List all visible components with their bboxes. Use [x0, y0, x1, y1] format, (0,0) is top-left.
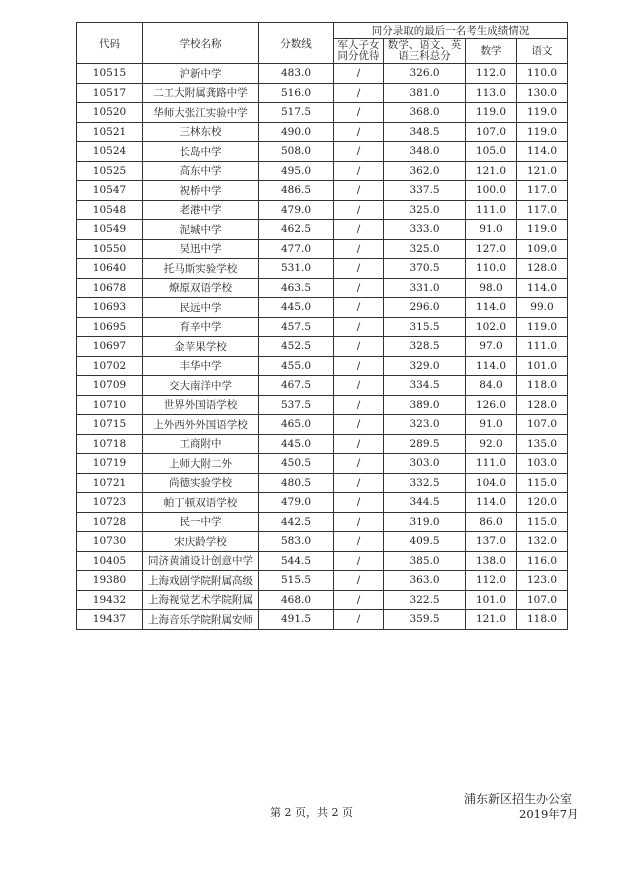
cell-math: 84.0	[466, 376, 517, 396]
office-name: 浦东新区招生办公室	[464, 792, 573, 806]
cell-chinese: 117.0	[517, 181, 568, 201]
cell-school: 同济黄浦设计创意中学	[143, 551, 259, 571]
cell-chinese: 120.0	[517, 493, 568, 513]
cell-score-line: 477.0	[259, 239, 334, 259]
cell-score-line: 445.0	[259, 434, 334, 454]
cell-school: 沪新中学	[143, 64, 259, 84]
cell-math: 114.0	[466, 298, 517, 318]
cell-math: 110.0	[466, 259, 517, 279]
table-row	[77, 532, 568, 552]
cell-school: 世界外国语学校	[143, 395, 259, 415]
header-military: 军人子女同分优待	[334, 39, 384, 64]
cell-total3: 326.0	[384, 64, 466, 84]
cell-chinese: 132.0	[517, 532, 568, 552]
table-row	[77, 239, 568, 259]
cell-military: /	[334, 571, 384, 591]
cell-score-line: 495.0	[259, 161, 334, 181]
cell-military: /	[334, 551, 384, 571]
table-row	[77, 376, 568, 396]
cell-chinese: 99.0	[517, 298, 568, 318]
cell-school: 上师大附二外	[143, 454, 259, 474]
cell-military: /	[334, 415, 384, 435]
table-row	[77, 317, 568, 337]
cell-chinese: 119.0	[517, 317, 568, 337]
table-row	[77, 610, 568, 630]
cell-math: 127.0	[466, 239, 517, 259]
cell-math: 92.0	[466, 434, 517, 454]
cell-code: 10728	[77, 512, 143, 532]
cell-score-line: 490.0	[259, 122, 334, 142]
cell-math: 101.0	[466, 590, 517, 610]
cell-math: 113.0	[466, 83, 517, 103]
cell-school: 上海音乐学院附属安师	[143, 610, 259, 630]
header-code: 代码	[77, 23, 143, 64]
cell-school: 上海视觉艺术学院附属	[143, 590, 259, 610]
cell-military: /	[334, 532, 384, 552]
cell-school: 托马斯实验学校	[143, 259, 259, 279]
table-row	[77, 220, 568, 240]
cell-score-line: 517.5	[259, 103, 334, 123]
table-row	[77, 161, 568, 181]
cell-military: /	[334, 473, 384, 493]
cell-military: /	[334, 278, 384, 298]
cell-chinese: 101.0	[517, 356, 568, 376]
table-row	[77, 83, 568, 103]
cell-score-line: 455.0	[259, 356, 334, 376]
cell-score-line: 452.5	[259, 337, 334, 357]
cell-score-line: 467.5	[259, 376, 334, 396]
cell-school: 交大南洋中学	[143, 376, 259, 396]
cell-math: 111.0	[466, 200, 517, 220]
cell-chinese: 128.0	[517, 395, 568, 415]
cell-score-line: 537.5	[259, 395, 334, 415]
cell-military: /	[334, 220, 384, 240]
cell-chinese: 114.0	[517, 278, 568, 298]
cell-score-line: 491.5	[259, 610, 334, 630]
header-chinese: 语文	[517, 39, 568, 64]
cell-code: 10721	[77, 473, 143, 493]
cell-total3: 359.5	[384, 610, 466, 630]
cell-chinese: 130.0	[517, 83, 568, 103]
cell-math: 91.0	[466, 415, 517, 435]
cell-chinese: 110.0	[517, 64, 568, 84]
cell-score-line: 480.5	[259, 473, 334, 493]
cell-math: 86.0	[466, 512, 517, 532]
cell-military: /	[334, 181, 384, 201]
cell-math: 121.0	[466, 610, 517, 630]
cell-military: /	[334, 142, 384, 162]
cell-military: /	[334, 434, 384, 454]
cell-score-line: 445.0	[259, 298, 334, 318]
cell-total3: 328.5	[384, 337, 466, 357]
cell-chinese: 107.0	[517, 415, 568, 435]
cell-chinese: 115.0	[517, 512, 568, 532]
cell-chinese: 121.0	[517, 161, 568, 181]
cell-total3: 363.0	[384, 571, 466, 591]
cell-math: 104.0	[466, 473, 517, 493]
cell-total3: 315.5	[384, 317, 466, 337]
cell-code: 10710	[77, 395, 143, 415]
cell-math: 114.0	[466, 356, 517, 376]
cell-military: /	[334, 317, 384, 337]
cell-math: 91.0	[466, 220, 517, 240]
header-total3: 数学、语文、英语三科总分	[384, 39, 466, 64]
cell-total3: 333.0	[384, 220, 466, 240]
cell-code: 10723	[77, 493, 143, 513]
cell-total3: 344.5	[384, 493, 466, 513]
cell-school: 长岛中学	[143, 142, 259, 162]
cell-score-line: 479.0	[259, 493, 334, 513]
cell-math: 100.0	[466, 181, 517, 201]
cell-school: 工商附中	[143, 434, 259, 454]
cell-code: 10525	[77, 161, 143, 181]
cell-chinese: 116.0	[517, 551, 568, 571]
cell-score-line: 531.0	[259, 259, 334, 279]
cell-code: 10405	[77, 551, 143, 571]
cell-total3: 323.0	[384, 415, 466, 435]
cell-total3: 331.0	[384, 278, 466, 298]
cell-military: /	[334, 356, 384, 376]
table-row	[77, 512, 568, 532]
cell-math: 126.0	[466, 395, 517, 415]
cell-military: /	[334, 376, 384, 396]
cell-military: /	[334, 259, 384, 279]
cell-code: 10697	[77, 337, 143, 357]
cell-total3: 348.5	[384, 122, 466, 142]
cell-school: 尚德实验学校	[143, 473, 259, 493]
table-row	[77, 181, 568, 201]
cell-math: 119.0	[466, 103, 517, 123]
cell-math: 121.0	[466, 161, 517, 181]
cell-chinese: 117.0	[517, 200, 568, 220]
page-number: 第 2 页，共 2 页	[270, 806, 353, 819]
cell-score-line: 462.5	[259, 220, 334, 240]
table-row	[77, 454, 568, 474]
cell-total3: 348.0	[384, 142, 466, 162]
table-row	[77, 551, 568, 571]
cell-total3: 389.0	[384, 395, 466, 415]
cell-code: 19437	[77, 610, 143, 630]
table-row	[77, 395, 568, 415]
cell-code: 10730	[77, 532, 143, 552]
cell-school: 高东中学	[143, 161, 259, 181]
cell-math: 138.0	[466, 551, 517, 571]
cell-military: /	[334, 83, 384, 103]
cell-chinese: 111.0	[517, 337, 568, 357]
cell-chinese: 128.0	[517, 259, 568, 279]
table-row	[77, 434, 568, 454]
cell-military: /	[334, 161, 384, 181]
cell-code: 10718	[77, 434, 143, 454]
cell-code: 10695	[77, 317, 143, 337]
cell-military: /	[334, 298, 384, 318]
table-row	[77, 473, 568, 493]
header-score-line: 分数线	[259, 23, 334, 64]
cell-school: 帕丁顿双语学校	[143, 493, 259, 513]
cell-score-line: 450.5	[259, 454, 334, 474]
cell-math: 97.0	[466, 337, 517, 357]
cell-total3: 337.5	[384, 181, 466, 201]
cell-score-line: 483.0	[259, 64, 334, 84]
cell-chinese: 109.0	[517, 239, 568, 259]
cell-total3: 303.0	[384, 454, 466, 474]
cell-code: 10548	[77, 200, 143, 220]
cell-math: 111.0	[466, 454, 517, 474]
cell-score-line: 486.5	[259, 181, 334, 201]
cell-code: 10715	[77, 415, 143, 435]
cell-math: 105.0	[466, 142, 517, 162]
cell-school: 吴迅中学	[143, 239, 259, 259]
cell-military: /	[334, 610, 384, 630]
cell-chinese: 118.0	[517, 376, 568, 396]
cell-military: /	[334, 64, 384, 84]
cell-chinese: 119.0	[517, 220, 568, 240]
cell-score-line: 479.0	[259, 200, 334, 220]
cell-total3: 385.0	[384, 551, 466, 571]
cell-code: 10524	[77, 142, 143, 162]
cell-school: 三林东校	[143, 122, 259, 142]
cell-military: /	[334, 337, 384, 357]
cell-total3: 332.5	[384, 473, 466, 493]
cell-code: 10520	[77, 103, 143, 123]
cell-math: 102.0	[466, 317, 517, 337]
table-row	[77, 298, 568, 318]
cell-code: 10521	[77, 122, 143, 142]
cell-total3: 322.5	[384, 590, 466, 610]
cell-total3: 296.0	[384, 298, 466, 318]
cell-total3: 325.0	[384, 200, 466, 220]
table-row	[77, 64, 568, 84]
cell-military: /	[334, 122, 384, 142]
cell-score-line: 457.5	[259, 317, 334, 337]
cell-math: 112.0	[466, 64, 517, 84]
table-row	[77, 356, 568, 376]
cell-military: /	[334, 103, 384, 123]
cell-military: /	[334, 493, 384, 513]
cell-math: 107.0	[466, 122, 517, 142]
cell-score-line: 465.0	[259, 415, 334, 435]
table-row	[77, 122, 568, 142]
cell-total3: 325.0	[384, 239, 466, 259]
table-row	[77, 590, 568, 610]
cell-code: 10640	[77, 259, 143, 279]
cell-code: 10515	[77, 64, 143, 84]
cell-chinese: 114.0	[517, 142, 568, 162]
cell-total3: 409.5	[384, 532, 466, 552]
cell-score-line: 516.0	[259, 83, 334, 103]
cell-code: 10547	[77, 181, 143, 201]
cell-code: 10719	[77, 454, 143, 474]
table-row	[77, 200, 568, 220]
table-row	[77, 278, 568, 298]
cell-chinese: 107.0	[517, 590, 568, 610]
table-row	[77, 571, 568, 591]
cell-math: 114.0	[466, 493, 517, 513]
cell-code: 19432	[77, 590, 143, 610]
cell-school: 祝桥中学	[143, 181, 259, 201]
cell-total3: 370.5	[384, 259, 466, 279]
cell-total3: 381.0	[384, 83, 466, 103]
cell-score-line: 463.5	[259, 278, 334, 298]
cell-total3: 368.0	[384, 103, 466, 123]
date: 2019年7月	[519, 807, 579, 821]
cell-total3: 319.0	[384, 512, 466, 532]
cell-military: /	[334, 395, 384, 415]
table-row	[77, 259, 568, 279]
cell-school: 金苹果学校	[143, 337, 259, 357]
admission-score-table	[76, 22, 568, 630]
table-row	[77, 142, 568, 162]
cell-code: 10693	[77, 298, 143, 318]
cell-school: 二工大附属龚路中学	[143, 83, 259, 103]
cell-school: 民一中学	[143, 512, 259, 532]
table-row	[77, 493, 568, 513]
cell-score-line: 544.5	[259, 551, 334, 571]
cell-code: 10702	[77, 356, 143, 376]
cell-military: /	[334, 200, 384, 220]
cell-score-line: 515.5	[259, 571, 334, 591]
cell-military: /	[334, 590, 384, 610]
header-group: 同分录取的最后一名考生成绩情况	[334, 23, 568, 39]
cell-math: 98.0	[466, 278, 517, 298]
cell-chinese: 123.0	[517, 571, 568, 591]
cell-military: /	[334, 239, 384, 259]
header-math: 数学	[466, 39, 517, 64]
cell-code: 10709	[77, 376, 143, 396]
cell-score-line: 442.5	[259, 512, 334, 532]
cell-code: 10517	[77, 83, 143, 103]
cell-school: 华师大张江实验中学	[143, 103, 259, 123]
cell-school: 泥城中学	[143, 220, 259, 240]
cell-school: 上海戏剧学院附属高级	[143, 571, 259, 591]
cell-chinese: 103.0	[517, 454, 568, 474]
cell-total3: 334.5	[384, 376, 466, 396]
cell-school: 育辛中学	[143, 317, 259, 337]
cell-code: 19380	[77, 571, 143, 591]
table-row	[77, 103, 568, 123]
cell-total3: 289.5	[384, 434, 466, 454]
cell-chinese: 118.0	[517, 610, 568, 630]
cell-total3: 362.0	[384, 161, 466, 181]
table-row	[77, 415, 568, 435]
cell-total3: 329.0	[384, 356, 466, 376]
cell-chinese: 135.0	[517, 434, 568, 454]
cell-school: 宋庆龄学校	[143, 532, 259, 552]
cell-chinese: 115.0	[517, 473, 568, 493]
cell-chinese: 119.0	[517, 103, 568, 123]
cell-code: 10678	[77, 278, 143, 298]
cell-score-line: 583.0	[259, 532, 334, 552]
cell-school: 民远中学	[143, 298, 259, 318]
cell-score-line: 508.0	[259, 142, 334, 162]
cell-military: /	[334, 512, 384, 532]
cell-math: 112.0	[466, 571, 517, 591]
cell-school: 上外西外外国语学校	[143, 415, 259, 435]
cell-school: 燎原双语学校	[143, 278, 259, 298]
cell-school: 老港中学	[143, 200, 259, 220]
cell-math: 137.0	[466, 532, 517, 552]
table-row	[77, 337, 568, 357]
cell-code: 10550	[77, 239, 143, 259]
cell-code: 10549	[77, 220, 143, 240]
header-school: 学校名称	[143, 23, 259, 64]
cell-score-line: 468.0	[259, 590, 334, 610]
cell-military: /	[334, 454, 384, 474]
cell-chinese: 119.0	[517, 122, 568, 142]
cell-school: 丰华中学	[143, 356, 259, 376]
